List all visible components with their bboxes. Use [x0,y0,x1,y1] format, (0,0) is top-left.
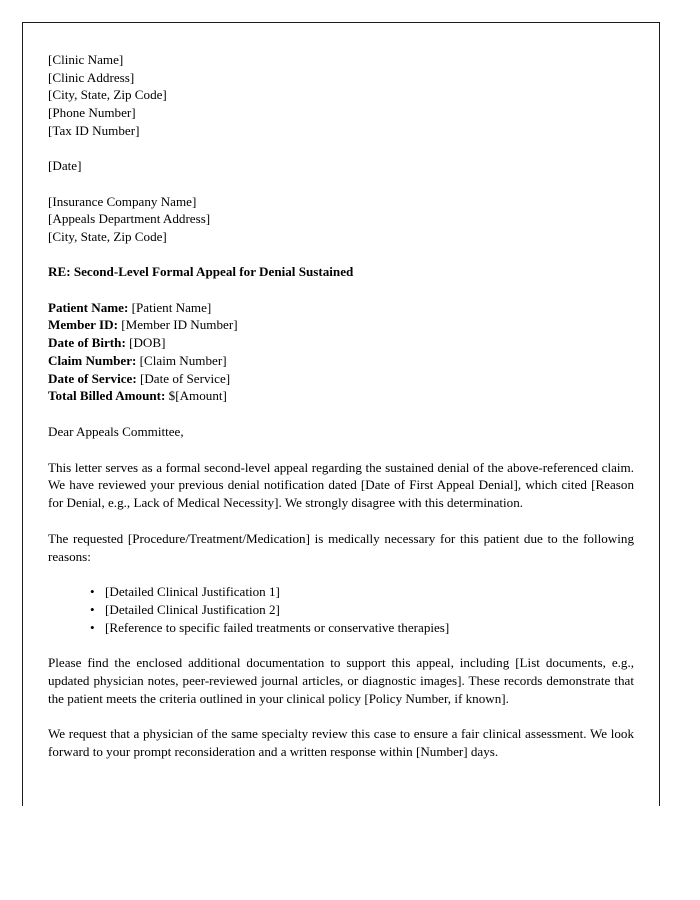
body-paragraph-3: Please find the enclosed additional documentation to support this appeal, including [List documents, e.g., updated physician notes, peer-reviewed journal articles, or diagnostic images]. These records demonstrate that the patient meets the criteria outlined in your clinical policy [Policy Number, if known]. [48,655,634,706]
detail-label: Date of Service: [48,370,137,386]
document-page [22,22,660,806]
detail-value: [Date of Service] [139,370,231,386]
spacer [48,246,634,264]
spacer [48,405,634,423]
subject-line: RE: Second-Level Formal Appeal for Denial Sustained [48,264,354,280]
recipient-department-address: [Appeals Department Address] [48,211,211,227]
list-item: • [Detailed Clinical Justification 2] [90,601,634,619]
recipient-address-block [48,193,634,246]
detail-label: Total Billed Amount: [48,388,166,404]
letter-date: [Date] [48,158,82,174]
body-paragraph-1: This letter serves as a formal second-level appeal regarding the sustained denial of the above-referenced claim. We have reviewed your previous denial notification dated [Date of First Appeal Denial], which cited [Reason for Denial, e.g., Lack of Medical Necessity]. We strongly disagree with this determination. [48,459,634,511]
detail-value: [DOB] [129,335,166,351]
spacer [48,281,634,299]
page-content-area [23,23,659,761]
spacer [48,512,634,530]
detail-value: [Patient Name] [131,299,212,315]
salutation: Dear Appeals Committee, [48,424,184,439]
sender-phone-number: [Phone Number] [48,105,136,121]
detail-row-member-id [48,316,634,334]
spacer [48,636,634,654]
spacer [48,441,634,459]
detail-row-patient-name [48,299,634,317]
spacer [48,175,634,193]
detail-label: Claim Number: [48,352,137,368]
detail-row-date-of-service [48,370,634,388]
justification-bullet-list [48,583,634,636]
date-block [48,157,634,175]
detail-value: [Member ID Number] [121,317,238,333]
detail-value: $[Amount] [168,388,227,404]
spacer [48,140,634,158]
sender-clinic-address: [Clinic Address] [48,69,135,85]
detail-value: [Claim Number] [139,352,227,368]
list-item: • [Detailed Clinical Justification 1] [90,583,634,601]
recipient-city-state-zip: [City, State, Zip Code] [48,229,167,244]
detail-row-date-of-birth [48,334,634,352]
detail-row-claim-number [48,352,634,370]
claim-details-block [48,299,634,405]
detail-row-total-billed-amount [48,387,634,405]
body-paragraph-4: We request that a physician of the same specialty review this case to ensure a fair clinical assessment. We look forward to your prompt reconsideration and a written response within [Number] days. [48,726,634,760]
detail-label: Patient Name: [48,299,129,315]
spacer [48,565,634,583]
spacer [48,707,634,725]
appeal-letter [48,51,634,761]
sender-clinic-name: [Clinic Name] [48,52,124,67]
recipient-company-name: [Insurance Company Name] [48,193,197,209]
detail-label: Member ID: [48,317,118,333]
sender-tax-id-number: [Tax ID Number] [48,122,140,138]
sender-city-state-zip: [City, State, Zip Code] [48,87,167,103]
body-paragraph-2: The requested [Procedure/Treatment/Medication] is medically necessary for this patient due to the following reasons: [48,530,634,564]
list-item: • [Reference to specific failed treatments or conservative therapies] [90,619,634,637]
detail-label: Date of Birth: [48,335,126,351]
sender-address-block [48,51,634,140]
